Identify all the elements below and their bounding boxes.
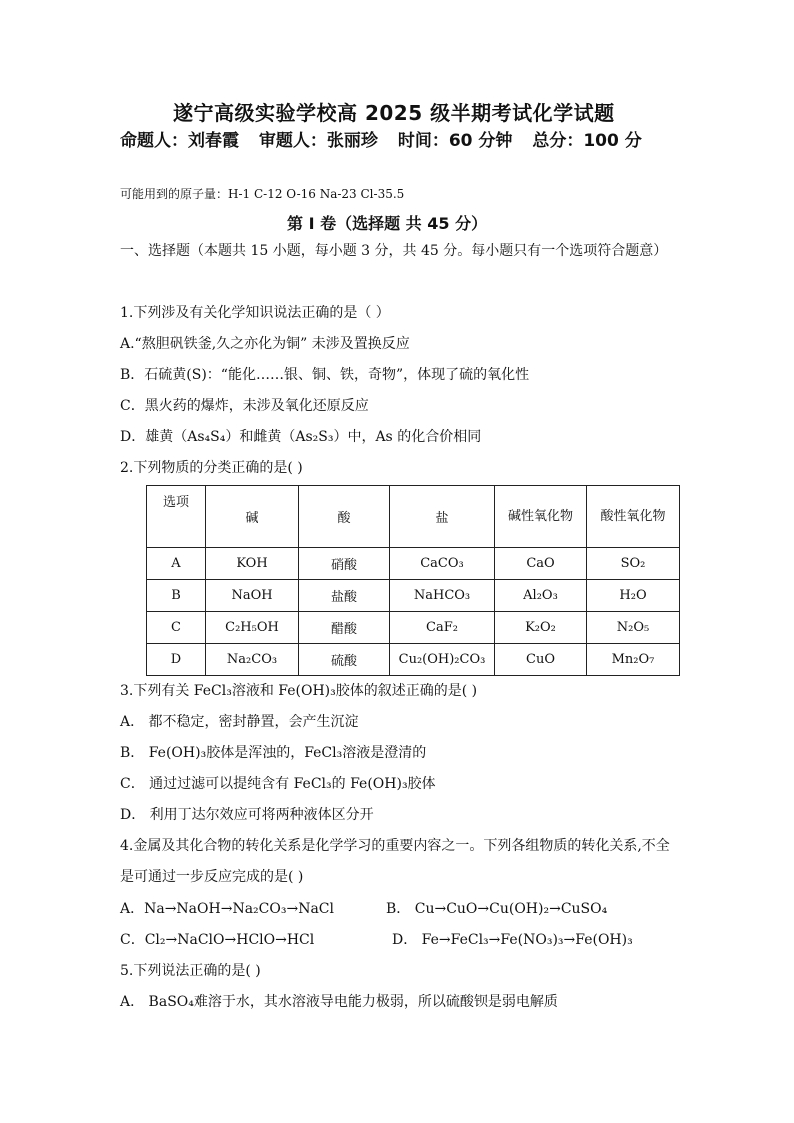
table-cell: C xyxy=(147,612,206,644)
question-1-option-d: D．雄黄（As₄S₄）和雌黄（As₂S₃）中，As 的化合价相同 xyxy=(120,429,482,445)
table-row xyxy=(147,548,680,580)
table-row xyxy=(147,644,680,676)
table-cell: D xyxy=(147,644,206,676)
table-cell: CuO xyxy=(495,644,587,676)
table-cell: Na₂CO₃ xyxy=(206,644,299,676)
table-header-cell: 选项 xyxy=(147,486,206,548)
table-cell: 硫酸 xyxy=(299,644,390,676)
question-3-stem: 3.下列有关 FeCl₃溶液和 Fe(OH)₃胶体的叙述正确的是( ) xyxy=(120,683,478,699)
question-5-option-a: A． BaSO₄难溶于水，其水溶液导电能力极弱，所以硫酸钡是弱电解质 xyxy=(120,994,558,1010)
question-5-stem: 5.下列说法正确的是( ) xyxy=(120,963,261,979)
table-header-cell: 碱性氧化物 xyxy=(495,486,587,548)
table-cell: CaF₂ xyxy=(390,612,495,644)
table-cell: 盐酸 xyxy=(299,580,390,612)
atomic-masses: 可能用到的原子量：H-1 C-12 O-16 Na-23 Cl-35.5 xyxy=(120,187,405,201)
question-4-option-d: D． Fe→FeCl₃→Fe(NO₃)₃→Fe(OH)₃ xyxy=(392,932,633,948)
table-cell: Mn₂O₇ xyxy=(587,644,680,676)
total-score-label: 总分：100 分 xyxy=(532,131,642,151)
table-cell: CaCO₃ xyxy=(390,548,495,580)
table-header-cell: 盐 xyxy=(390,486,495,548)
table-cell: N₂O₅ xyxy=(587,612,680,644)
question-4-option-a: A．Na→NaOH→Na₂CO₃→NaCl xyxy=(120,901,334,917)
instructions: 一、选择题（本题共 15 小题，每小题 3 分，共 45 分。每小题只有一个选项符合题意） xyxy=(120,243,668,259)
question-1-stem: 1.下列涉及有关化学知识说法正确的是（ ） xyxy=(120,305,390,321)
table-header-cell: 碱 xyxy=(206,486,299,548)
table-row xyxy=(147,612,680,644)
question-4-stem: 4.金属及其化合物的转化关系是化学学习的重要内容之一。下列各组物质的转化关系,不全是可通过一步反应完成的是( ) xyxy=(120,838,670,885)
author-label: 命题人：刘春霞 xyxy=(120,131,239,151)
table-row xyxy=(147,580,680,612)
section-title: 第 I 卷（选择题 共 45 分） xyxy=(287,214,488,233)
reviewer-label: 审题人：张丽珍 xyxy=(258,131,378,151)
question-3-option-d: D． 利用丁达尔效应可将两种液体区分开 xyxy=(120,807,374,823)
table-cell: Al₂O₃ xyxy=(495,580,587,612)
page-title: 遂宁高级实验学校高 2025 级半期考试化学试题 xyxy=(173,101,615,125)
table-header-cell: 酸 xyxy=(299,486,390,548)
table-cell: C₂H₅OH xyxy=(206,612,299,644)
table-cell: NaOH xyxy=(206,580,299,612)
table-cell: 醋酸 xyxy=(299,612,390,644)
question-2-stem: 2.下列物质的分类正确的是( ) xyxy=(120,460,303,476)
classification-table xyxy=(146,485,680,676)
question-3-option-a: A． 都不稳定，密封静置，会产生沉淀 xyxy=(120,714,359,730)
question-3-option-c: C． 通过过滤可以提纯含有 FeCl₃的 Fe(OH)₃胶体 xyxy=(120,776,436,792)
table-cell: H₂O xyxy=(587,580,680,612)
table-cell: 硝酸 xyxy=(299,548,390,580)
table-cell: SO₂ xyxy=(587,548,680,580)
table-header-row xyxy=(147,486,680,548)
question-1-option-b: B．石硫黄(S)：“能化……银、铜、铁，奇物”，体现了硫的氧化性 xyxy=(120,367,530,383)
exam-meta xyxy=(120,128,680,154)
question-3-option-b: B． Fe(OH)₃胶体是浑浊的，FeCl₃溶液是澄清的 xyxy=(120,745,427,761)
question-4-option-b: B． Cu→CuO→Cu(OH)₂→CuSO₄ xyxy=(386,901,608,917)
question-1-option-a: A.“熬胆矾铁釜,久之亦化为铜” 未涉及置换反应 xyxy=(120,336,410,352)
table-cell: NaHCO₃ xyxy=(390,580,495,612)
table-cell: B xyxy=(147,580,206,612)
table-cell: K₂O₂ xyxy=(495,612,587,644)
question-4-option-c: C．Cl₂→NaClO→HClO→HCl xyxy=(120,932,315,948)
table-cell: Cu₂(OH)₂CO₃ xyxy=(390,644,495,676)
table-header-cell: 酸性氧化物 xyxy=(587,486,680,548)
table-cell: CaO xyxy=(495,548,587,580)
question-1-option-c: C．黑火药的爆炸，未涉及氧化还原反应 xyxy=(120,398,369,414)
time-label: 时间：60 分钟 xyxy=(397,131,513,151)
table-cell: KOH xyxy=(206,548,299,580)
table-cell: A xyxy=(147,548,206,580)
